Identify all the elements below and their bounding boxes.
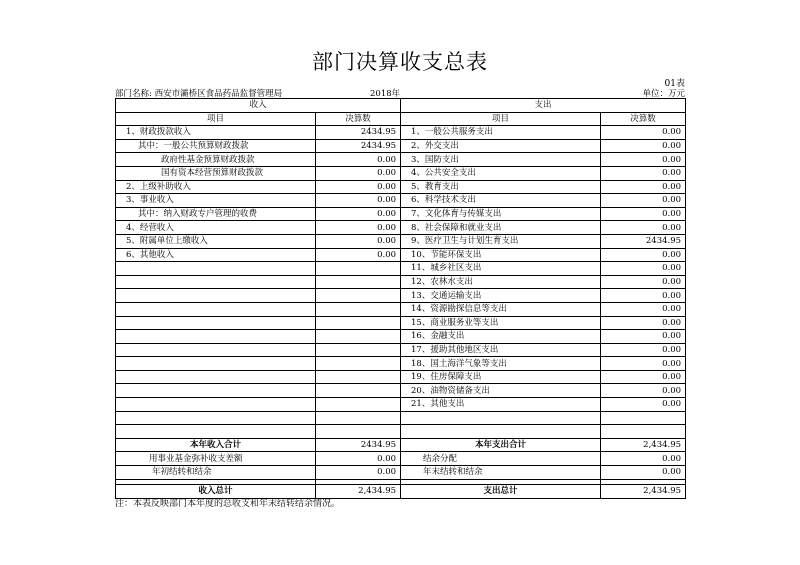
table-row xyxy=(116,221,686,235)
expense-amount-cell: 0.00 xyxy=(601,153,686,167)
income-year-total-label: 本年收入合计 xyxy=(116,438,316,452)
form-number: 01表 xyxy=(664,79,685,89)
table-row xyxy=(116,207,686,221)
income-amount-cell xyxy=(316,302,401,316)
table-row xyxy=(116,248,686,262)
report-meta xyxy=(115,87,685,98)
income-amount-cell xyxy=(316,316,401,330)
income-item-header: 项目 xyxy=(116,112,316,126)
table-row xyxy=(116,343,686,357)
expense-amount-cell: 0.00 xyxy=(601,207,686,221)
table-row xyxy=(116,166,686,180)
table-row xyxy=(116,139,686,153)
income-item-cell: 4、经营收入 xyxy=(116,221,316,235)
expense-item-cell: 9、医疗卫生与计划生育支出 xyxy=(401,234,601,248)
income-item-cell: 6、其他收入 xyxy=(116,248,316,262)
expense-item-cell: 11、城乡社区支出 xyxy=(401,262,601,276)
income-amount-cell xyxy=(316,330,401,344)
expense-item-cell: 10、节能环保支出 xyxy=(401,248,601,262)
income-amount-cell: 0.00 xyxy=(316,166,401,180)
income-amount-cell: 0.00 xyxy=(316,234,401,248)
income-amount-cell: 2434.95 xyxy=(316,126,401,140)
section-header-row xyxy=(116,99,686,113)
table-row xyxy=(116,370,686,384)
table-row xyxy=(116,330,686,344)
expense-amount-cell: 0.00 xyxy=(601,262,686,276)
table-row xyxy=(116,289,686,303)
expense-item-cell: 18、国土海洋气象等支出 xyxy=(401,357,601,371)
table-row xyxy=(116,275,686,289)
income-item-cell: 1、财政拨款收入 xyxy=(116,126,316,140)
expense-amount-cell: 0.00 xyxy=(601,194,686,208)
expense-item-cell: 17、援助其他地区支出 xyxy=(401,343,601,357)
income-item-cell: 政府性基金预算财政拨款 xyxy=(116,153,316,167)
footnote: 注：本表反映部门本年度的总收支和年末结转结余情况。 xyxy=(115,499,341,509)
income-amount-cell: 0.00 xyxy=(316,153,401,167)
income-amount-cell: 0.00 xyxy=(316,221,401,235)
expense-item-cell: 15、商业服务业等支出 xyxy=(401,316,601,330)
expense-amount-cell: 0.00 xyxy=(601,384,686,398)
income-item-cell xyxy=(116,370,316,384)
income-grand-total-label: 收入总计 xyxy=(116,485,316,499)
income-amount-cell xyxy=(316,411,401,425)
income-amount-cell xyxy=(316,425,401,439)
income-item-cell xyxy=(116,330,316,344)
expense-item-cell: 20、油物资储备支出 xyxy=(401,384,601,398)
expense-amount-cell: 0.00 xyxy=(601,139,686,153)
expense-item-cell: 4、公共安全支出 xyxy=(401,166,601,180)
income-amount-header: 决算数 xyxy=(316,112,401,126)
income-extra-label: 用事业基金弥补收支差额 xyxy=(116,452,316,466)
expense-year-total-label: 本年支出合计 xyxy=(401,438,601,452)
income-item-cell xyxy=(116,316,316,330)
income-item-cell xyxy=(116,262,316,276)
year-total-row xyxy=(116,438,686,452)
income-amount-cell xyxy=(316,357,401,371)
expense-item-cell: 19、住房保障支出 xyxy=(401,370,601,384)
table-row xyxy=(116,194,686,208)
expense-amount-cell: 0.00 xyxy=(601,343,686,357)
table-row xyxy=(116,180,686,194)
income-item-cell xyxy=(116,398,316,412)
report-year: 2018年 xyxy=(370,89,401,99)
income-extra-value: 0.00 xyxy=(316,466,401,480)
expense-section-header: 支出 xyxy=(401,99,686,113)
expense-amount-cell: 0.00 xyxy=(601,126,686,140)
table-row xyxy=(116,262,686,276)
income-amount-cell xyxy=(316,262,401,276)
income-item-cell: 3、事业收入 xyxy=(116,194,316,208)
expense-amount-cell xyxy=(601,425,686,439)
expense-item-cell: 12、农林水支出 xyxy=(401,275,601,289)
expense-amount-cell: 0.00 xyxy=(601,180,686,194)
income-amount-cell xyxy=(316,398,401,412)
expense-amount-cell: 0.00 xyxy=(601,221,686,235)
income-amount-cell xyxy=(316,343,401,357)
table-row xyxy=(116,234,686,248)
report-title: 部门决算收支总表 xyxy=(312,50,488,74)
expense-extra-value: 0.00 xyxy=(601,466,686,480)
income-item-cell xyxy=(116,275,316,289)
expense-grand-total-label: 支出总计 xyxy=(401,485,601,499)
expense-amount-cell: 0.00 xyxy=(601,330,686,344)
income-amount-cell: 2434.95 xyxy=(316,139,401,153)
carryover-row xyxy=(116,452,686,466)
income-amount-cell: 0.00 xyxy=(316,194,401,208)
income-item-cell: 其中：一般公共预算财政拨款 xyxy=(116,139,316,153)
income-extra-label: 年初结转和结余 xyxy=(116,466,316,480)
expense-amount-cell: 0.00 xyxy=(601,302,686,316)
table-row xyxy=(116,384,686,398)
income-amount-cell xyxy=(316,275,401,289)
table-row xyxy=(116,411,686,425)
table-row xyxy=(116,357,686,371)
expense-amount-cell: 0.00 xyxy=(601,316,686,330)
expense-amount-header: 决算数 xyxy=(601,112,686,126)
income-item-cell xyxy=(116,357,316,371)
expense-item-cell: 2、外交支出 xyxy=(401,139,601,153)
income-item-cell xyxy=(116,302,316,316)
expense-item-cell: 16、金融支出 xyxy=(401,330,601,344)
expense-grand-total-value: 2,434.95 xyxy=(601,485,686,499)
table-row xyxy=(116,153,686,167)
expense-amount-cell: 0.00 xyxy=(601,166,686,180)
income-extra-value: 0.00 xyxy=(316,452,401,466)
table-row xyxy=(116,425,686,439)
income-item-cell: 其中：纳入财政专户管理的收费 xyxy=(116,207,316,221)
expense-item-cell xyxy=(401,425,601,439)
expense-extra-value: 0.00 xyxy=(601,452,686,466)
income-item-cell xyxy=(116,411,316,425)
revenue-expenditure-table xyxy=(115,98,686,499)
income-amount-cell xyxy=(316,289,401,303)
table-row xyxy=(116,126,686,140)
income-item-cell: 国有资本经营预算财政拨款 xyxy=(116,166,316,180)
expense-item-cell: 5、教育支出 xyxy=(401,180,601,194)
expense-item-cell: 3、国防支出 xyxy=(401,153,601,167)
expense-extra-label: 结余分配 xyxy=(401,452,601,466)
column-header-row xyxy=(116,112,686,126)
table-row xyxy=(116,302,686,316)
expense-amount-cell: 0.00 xyxy=(601,370,686,384)
expense-item-cell: 14、资源勘探信息等支出 xyxy=(401,302,601,316)
income-item-cell xyxy=(116,343,316,357)
income-amount-cell: 0.00 xyxy=(316,180,401,194)
table-row xyxy=(116,398,686,412)
expense-amount-cell: 0.00 xyxy=(601,357,686,371)
income-item-cell xyxy=(116,289,316,303)
income-item-cell: 5、附属单位上缴收入 xyxy=(116,234,316,248)
expense-amount-cell: 0.00 xyxy=(601,248,686,262)
expense-item-cell: 21、其他支出 xyxy=(401,398,601,412)
expense-item-cell: 13、交通运输支出 xyxy=(401,289,601,303)
income-item-cell xyxy=(116,384,316,398)
expense-amount-cell: 0.00 xyxy=(601,398,686,412)
expense-item-cell: 8、社会保障和就业支出 xyxy=(401,221,601,235)
expense-item-header: 项目 xyxy=(401,112,601,126)
income-year-total-value: 2434.95 xyxy=(316,438,401,452)
expense-item-cell: 6、科学技术支出 xyxy=(401,194,601,208)
expense-item-cell xyxy=(401,411,601,425)
income-item-cell: 2、上级补助收入 xyxy=(116,180,316,194)
table-row xyxy=(116,316,686,330)
income-amount-cell: 0.00 xyxy=(316,248,401,262)
expense-item-cell: 7、文化体育与传媒支出 xyxy=(401,207,601,221)
expense-year-total-value: 2,434.95 xyxy=(601,438,686,452)
income-grand-total-value: 2,434.95 xyxy=(316,485,401,499)
expense-amount-cell: 2434.95 xyxy=(601,234,686,248)
income-section-header: 收入 xyxy=(116,99,401,113)
unit-label: 单位：万元 xyxy=(642,89,685,99)
expense-amount-cell xyxy=(601,411,686,425)
income-amount-cell: 0.00 xyxy=(316,207,401,221)
expense-amount-cell: 0.00 xyxy=(601,289,686,303)
income-amount-cell xyxy=(316,384,401,398)
expense-item-cell: 1、一般公共服务支出 xyxy=(401,126,601,140)
carryover-row xyxy=(116,466,686,480)
expense-extra-label: 年末结转和结余 xyxy=(401,466,601,480)
income-amount-cell xyxy=(316,370,401,384)
income-item-cell xyxy=(116,425,316,439)
department-name: 部门名称: 西安市灞桥区食品药品监督管理局 xyxy=(115,89,283,99)
expense-amount-cell: 0.00 xyxy=(601,275,686,289)
